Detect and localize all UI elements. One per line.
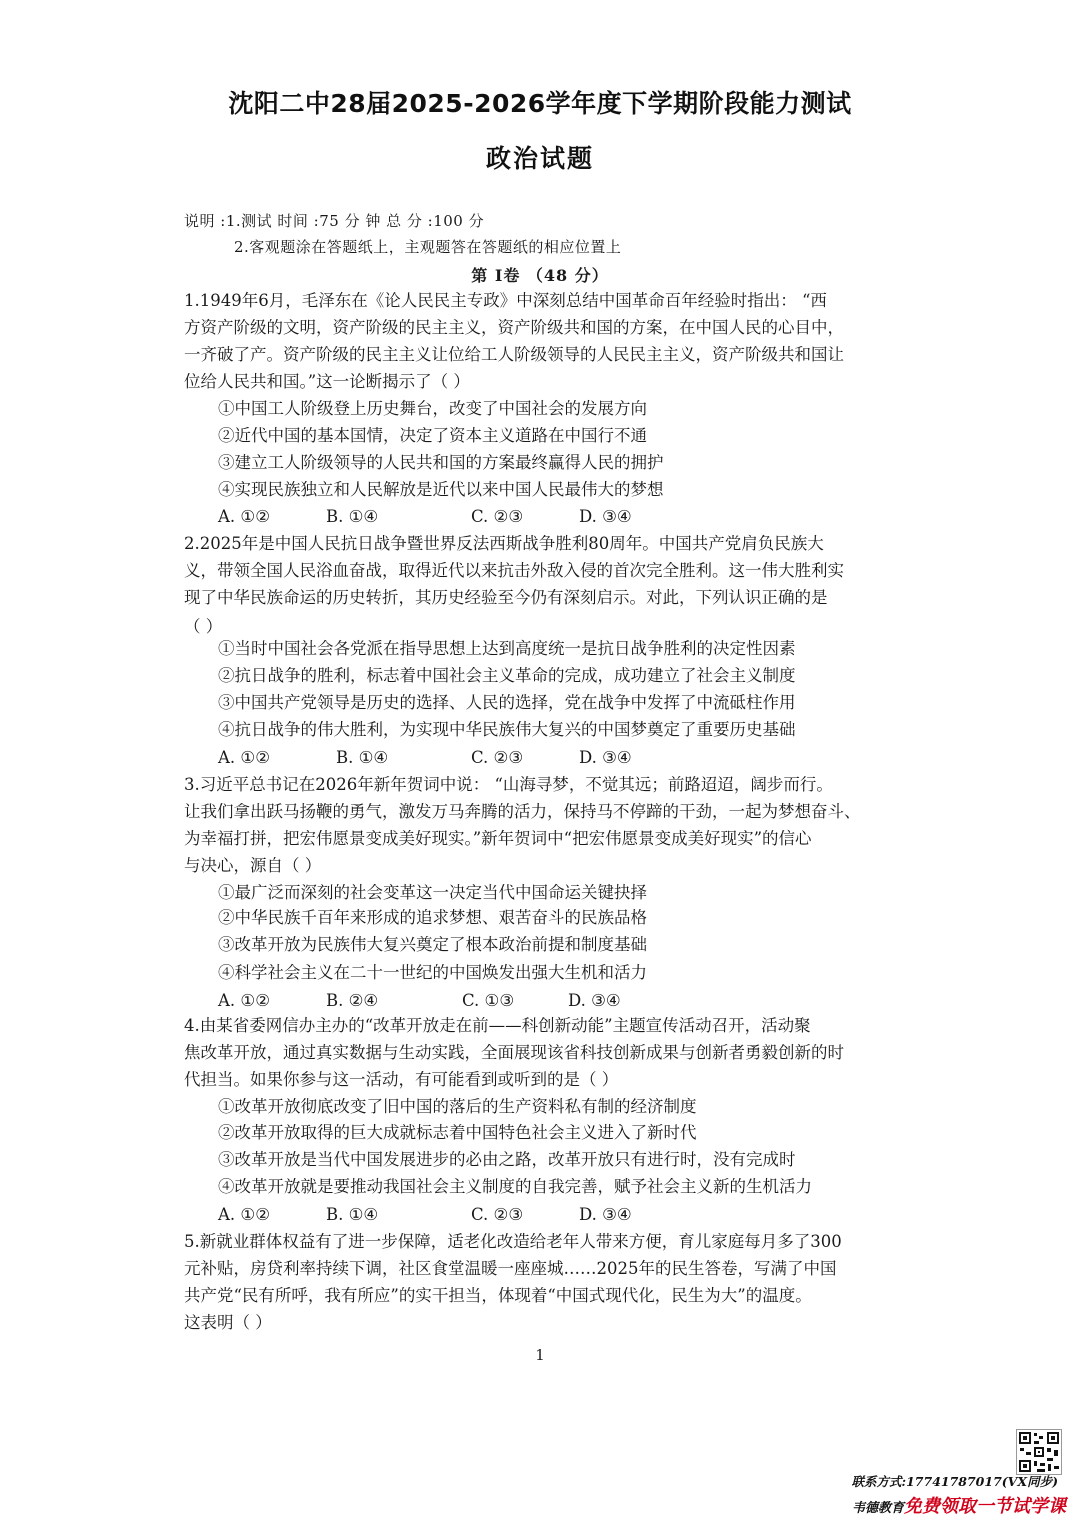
q4-option-4: ④改革开放就是要推动我国社会主义制度的自我完善，赋予社会主义新的生机活力	[218, 1177, 812, 1196]
q3-stem-line-3: 为幸福打拼，把宏伟愿景变成美好现实。”新年贺词中“把宏伟愿景变成美好现实”的信心	[184, 829, 812, 848]
q1-option-1: ①中国工人阶级登上历史舞台，改变了中国社会的发展方向	[218, 399, 647, 418]
promo-line[interactable]	[852, 1492, 1066, 1518]
page-number: 1	[535, 1346, 545, 1364]
note-line-2: 2.客观题涂在答题纸上，主观题答在答题纸的相应位置上	[234, 238, 622, 256]
q3-option-3: ③改革开放为民族伟大复兴奠定了根本政治前提和制度基础	[218, 935, 647, 954]
q2-choice-c[interactable]: C. ②③	[471, 748, 524, 767]
q3-option-1: ①最广泛而深刻的社会变革这一决定当代中国命运关键抉择	[218, 883, 647, 902]
q2-option-4: ④抗日战争的伟大胜利，为实现中华民族伟大复兴的中国梦奠定了重要历史基础	[218, 720, 796, 739]
q1-option-4: ④实现民族独立和人民解放是近代以来中国人民最伟大的梦想	[218, 480, 664, 499]
q2-option-3: ③中国共产党领导是历史的选择、人民的选择，党在战争中发挥了中流砥柱作用	[218, 693, 796, 712]
q3-choice-b[interactable]: B. ②④	[326, 991, 379, 1010]
q4-answer-row	[218, 1204, 632, 1226]
q2-choice-a[interactable]: A. ①②	[218, 748, 270, 767]
q4-stem-line-1: 4.由某省委网信办主办的“改革开放走在前——科创新动能”主题宣传活动召开，活动聚	[184, 1016, 811, 1035]
q1-choice-b[interactable]: B. ①④	[326, 507, 379, 526]
promo-text[interactable]: 免费领取一节试学课	[904, 1496, 1066, 1517]
q3-choice-a[interactable]: A. ①②	[218, 991, 270, 1010]
q2-option-2: ②抗日战争的胜利，标志着中国社会主义革命的完成，成功建立了社会主义制度	[218, 666, 796, 685]
section-heading: 第 Ⅰ卷 （48 分）	[471, 266, 609, 285]
q4-option-2: ②改革开放取得的巨大成就标志着中国特色社会主义进入了新时代	[218, 1123, 697, 1142]
q3-option-4: ④科学社会主义在二十一世纪的中国焕发出强大生机和活力	[218, 963, 647, 982]
q1-stem-line-3: 一齐破了产。资产阶级的民主主义让位给工人阶级领导的人民民主主义，资产阶级共和国让	[184, 345, 844, 364]
q2-stem-line-4: （ ）	[184, 617, 223, 636]
exam-title: 沈阳二中28届2025-2026学年度下学期阶段能力测试	[228, 89, 852, 118]
q3-answer-row	[218, 990, 621, 1012]
q4-stem-line-2: 焦改革开放，通过真实数据与生动实践，全面展现该省科技创新成果与创新者勇毅创新的时	[184, 1043, 844, 1062]
q4-choice-b[interactable]: B. ①④	[326, 1205, 379, 1224]
q4-stem-line-3: 代担当。如果你参与这一活动，有可能看到或听到的是（ ）	[184, 1070, 619, 1089]
note-line-1: 说明 :1.测试 时间 :75 分 钟 总 分 :100 分	[184, 212, 485, 230]
q4-option-3: ③改革开放是当代中国发展进步的必由之路，改革开放只有进行时，没有完成时	[218, 1150, 796, 1169]
q1-stem-line-4: 位给人民共和国。”这一论断揭示了（ ）	[184, 372, 470, 391]
q1-option-2: ②近代中国的基本国情，决定了资本主义道路在中国行不通	[218, 426, 647, 445]
q2-stem-line-1: 2.2025年是中国人民抗日战争暨世界反法西斯战争胜利80周年。中国共产党肩负民族大	[184, 534, 824, 553]
q1-choice-c[interactable]: C. ②③	[471, 507, 524, 526]
q1-stem-line-2: 方资产阶级的文明，资产阶级的民主主义，资产阶级共和国的方案，在中国人民的心目中，	[184, 318, 844, 337]
q3-stem-line-1: 3.习近平总书记在2026年新年贺词中说： “山海寻梦，不觉其远；前路迢迢，阔步而行。	[184, 775, 833, 794]
q1-choice-d[interactable]: D. ③④	[579, 507, 632, 526]
q4-option-1: ①改革开放彻底改变了旧中国的落后的生产资料私有制的经济制度	[218, 1097, 697, 1116]
q3-choice-d[interactable]: D. ③④	[568, 991, 621, 1010]
q1-answer-row	[218, 506, 632, 528]
qr-code-icon[interactable]	[1016, 1429, 1062, 1475]
promo-brand: 韦德教育	[851, 1501, 904, 1516]
q1-choice-a[interactable]: A. ①②	[218, 507, 270, 526]
q2-answer-row	[218, 747, 632, 769]
q2-stem-line-2: 义，带领全国人民浴血奋战，取得近代以来抗击外敌入侵的首次完全胜利。这一伟大胜利实	[184, 561, 844, 580]
q2-option-1: ①当时中国社会各党派在指导思想上达到高度统一是抗日战争胜利的决定性因素	[218, 639, 796, 658]
q5-stem-line-2: 元补贴，房贷利率持续下调，社区食堂温暖一座座城……2025年的民生答卷，写满了中国	[184, 1259, 837, 1278]
q5-stem-line-4: 这表明（ ）	[184, 1313, 272, 1332]
q3-choice-c[interactable]: C. ①③	[462, 991, 515, 1010]
q3-stem-line-2: 让我们拿出跃马扬鞭的勇气，激发万马奔腾的活力，保持马不停蹄的干劲，一起为梦想奋斗、	[184, 802, 861, 821]
q4-choice-a[interactable]: A. ①②	[218, 1205, 270, 1224]
qr-code-graphic	[1017, 1430, 1061, 1474]
q3-option-2: ②中华民族千百年来形成的追求梦想、艰苦奋斗的民族品格	[218, 908, 647, 927]
q1-option-3: ③建立工人阶级领导的人民共和国的方案最终赢得人民的拥护	[218, 453, 664, 472]
contact-info: 联系方式:17741787017(VX同步)	[851, 1474, 1058, 1489]
q2-choice-b[interactable]: B. ①④	[336, 748, 389, 767]
q5-stem-line-3: 共产党“民有所呼，我有所应”的实干担当，体现着“中国式现代化，民生为大”的温度。	[184, 1286, 812, 1305]
q4-choice-c[interactable]: C. ②③	[471, 1205, 524, 1224]
q2-choice-d[interactable]: D. ③④	[579, 748, 632, 767]
q2-stem-line-3: 现了中华民族命运的历史转折，其历史经验至今仍有深刻启示。对此，下列认识正确的是	[184, 588, 828, 607]
q1-stem-line-1: 1.1949年6月，毛泽东在《论人民民主专政》中深刻总结中国革命百年经验时指出： “西	[184, 291, 827, 310]
q5-stem-line-1: 5.新就业群体权益有了进一步保障，适老化改造给老年人带来方便，育儿家庭每月多了300	[184, 1232, 842, 1251]
exam-subtitle: 政治试题	[485, 144, 594, 173]
q3-stem-line-4: 与决心，源自（ ）	[184, 856, 322, 875]
q4-choice-d[interactable]: D. ③④	[579, 1205, 632, 1224]
